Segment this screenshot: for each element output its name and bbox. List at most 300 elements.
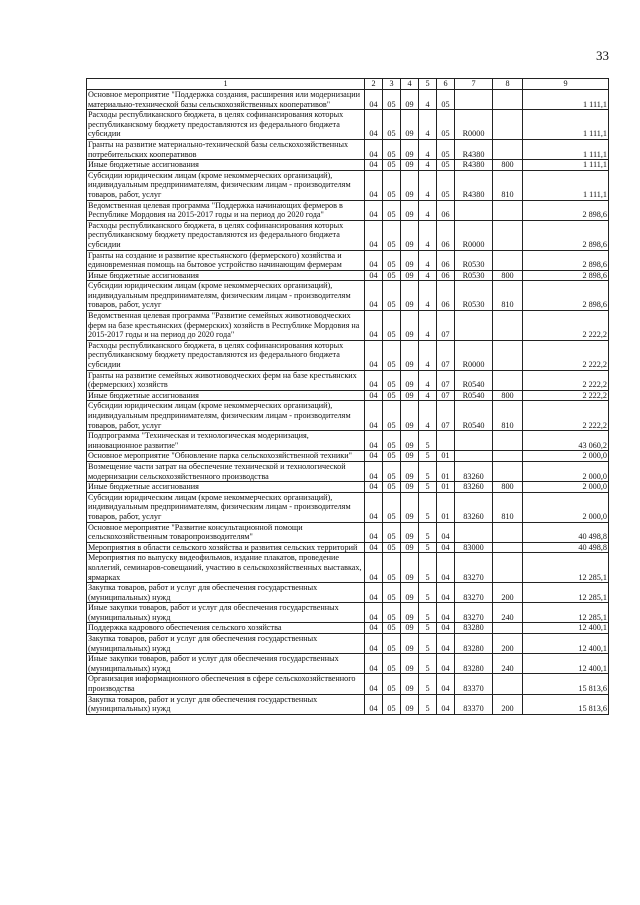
section-code-cell: 04 — [365, 139, 383, 159]
section-code-cell: 04 — [365, 170, 383, 200]
section-code-cell: 04 — [365, 674, 383, 694]
subsection-code-cell: 05 — [383, 139, 401, 159]
subprogram-code-cell: 5 — [419, 451, 437, 462]
amount-cell: 1 111,1 — [523, 90, 609, 110]
row-name-cell: Мероприятия по выпуску видеофильмов, издание плакатов, проведение коллегий, семинаров-совещаний, участию в сельскохозяйственных выставках, ярмарках — [87, 553, 365, 583]
amount-cell: 2 222,2 — [523, 311, 609, 341]
subprogram-code-cell: 4 — [419, 90, 437, 110]
expense-type-code-cell: 800 — [493, 482, 523, 493]
expense-type-code-cell: 810 — [493, 170, 523, 200]
subprogram-code-cell: 5 — [419, 542, 437, 553]
expense-type-code-cell: 800 — [493, 270, 523, 281]
row-name-cell: Иные бюджетные ассигнования — [87, 482, 365, 493]
subsection-code-cell: 05 — [383, 451, 401, 462]
subsection-code-cell: 05 — [383, 281, 401, 311]
row-name-cell: Ведомственная целевая программа "Поддержка начинающих фермеров в Республике Мордовия на 2015-2017 годы и на период до 2020 года" — [87, 200, 365, 220]
amount-cell: 2 000,0 — [523, 461, 609, 481]
amount-cell: 12 400,1 — [523, 654, 609, 674]
row-name-cell: Иные бюджетные ассигнования — [87, 390, 365, 401]
amount-cell: 12 400,1 — [523, 634, 609, 654]
measure-code-cell: 04 — [437, 623, 455, 634]
row-name-cell: Субсидии юридическим лицам (кроме некоммерческих организаций), индивидуальным предпринимателям, физическим лицам - производителям товаров, работ, услуг — [87, 170, 365, 200]
measure-code-cell: 06 — [437, 270, 455, 281]
program-code-cell: 09 — [401, 270, 419, 281]
amount-cell: 2 222,2 — [523, 340, 609, 370]
subprogram-code-cell: 5 — [419, 634, 437, 654]
subsection-code-cell: 05 — [383, 492, 401, 522]
program-code-cell: 09 — [401, 674, 419, 694]
amount-cell: 1 111,1 — [523, 170, 609, 200]
amount-cell: 2 898,6 — [523, 200, 609, 220]
expense-type-code-cell — [493, 522, 523, 542]
section-code-cell: 04 — [365, 340, 383, 370]
table-row — [87, 281, 609, 311]
program-code-cell: 09 — [401, 281, 419, 311]
measure-code-cell: 05 — [437, 160, 455, 171]
program-code-cell: 09 — [401, 90, 419, 110]
column-header: 8 — [493, 79, 523, 90]
target-article-code-cell: R0530 — [455, 281, 493, 311]
measure-code-cell: 06 — [437, 250, 455, 270]
target-article-code-cell: R0530 — [455, 250, 493, 270]
amount-cell: 40 498,8 — [523, 522, 609, 542]
program-code-cell: 09 — [401, 634, 419, 654]
section-code-cell: 04 — [365, 492, 383, 522]
subsection-code-cell: 05 — [383, 634, 401, 654]
expense-type-code-cell — [493, 553, 523, 583]
table-row — [87, 492, 609, 522]
measure-code-cell: 06 — [437, 281, 455, 311]
amount-cell: 1 111,1 — [523, 139, 609, 159]
subprogram-code-cell: 4 — [419, 110, 437, 140]
row-name-cell: Расходы республиканского бюджета, в целях софинансирования которых республиканскому бюджету предоставляются из федерального бюджета субсидии — [87, 110, 365, 140]
subsection-code-cell: 05 — [383, 623, 401, 634]
expense-type-code-cell: 810 — [493, 401, 523, 431]
table-row — [87, 170, 609, 200]
subprogram-code-cell: 5 — [419, 492, 437, 522]
subsection-code-cell: 05 — [383, 220, 401, 250]
section-code-cell: 04 — [365, 250, 383, 270]
section-code-cell: 04 — [365, 623, 383, 634]
subprogram-code-cell: 5 — [419, 522, 437, 542]
row-name-cell: Возмещение части затрат на обеспечение технической и технологической модернизации сельскохозяйственного производства — [87, 461, 365, 481]
section-code-cell: 04 — [365, 451, 383, 462]
target-article-code-cell: 83280 — [455, 654, 493, 674]
amount-cell: 12 285,1 — [523, 583, 609, 603]
column-header: 4 — [401, 79, 419, 90]
amount-cell: 2 898,6 — [523, 281, 609, 311]
subsection-code-cell: 05 — [383, 390, 401, 401]
section-code-cell: 04 — [365, 431, 383, 451]
subsection-code-cell: 05 — [383, 401, 401, 431]
subsection-code-cell: 05 — [383, 553, 401, 583]
expense-type-code-cell — [493, 370, 523, 390]
table-header-row — [87, 79, 609, 90]
subprogram-code-cell: 4 — [419, 200, 437, 220]
budget-table — [86, 78, 609, 715]
measure-code-cell: 04 — [437, 654, 455, 674]
section-code-cell: 04 — [365, 270, 383, 281]
program-code-cell: 09 — [401, 200, 419, 220]
subsection-code-cell: 05 — [383, 170, 401, 200]
measure-code-cell: 04 — [437, 603, 455, 623]
measure-code-cell: 01 — [437, 492, 455, 522]
expense-type-code-cell — [493, 623, 523, 634]
measure-code-cell: 04 — [437, 634, 455, 654]
row-name-cell: Субсидии юридическим лицам (кроме некоммерческих организаций), индивидуальным предпринимателям, физическим лицам - производителям товаров, работ, услуг — [87, 281, 365, 311]
measure-code-cell: 01 — [437, 482, 455, 493]
column-header: 6 — [437, 79, 455, 90]
row-name-cell: Иные закупки товаров, работ и услуг для обеспечения государственных (муниципальных) нужд — [87, 654, 365, 674]
expense-type-code-cell — [493, 110, 523, 140]
expense-type-code-cell: 810 — [493, 281, 523, 311]
section-code-cell: 04 — [365, 603, 383, 623]
expense-type-code-cell: 800 — [493, 160, 523, 171]
expense-type-code-cell — [493, 340, 523, 370]
table-row — [87, 160, 609, 171]
amount-cell: 15 813,6 — [523, 674, 609, 694]
row-name-cell: Закупка товаров, работ и услуг для обеспечения государственных (муниципальных) нужд — [87, 583, 365, 603]
table-row — [87, 311, 609, 341]
table-row — [87, 431, 609, 451]
expense-type-code-cell — [493, 451, 523, 462]
section-code-cell: 04 — [365, 90, 383, 110]
program-code-cell: 09 — [401, 311, 419, 341]
section-code-cell: 04 — [365, 390, 383, 401]
subprogram-code-cell: 4 — [419, 270, 437, 281]
expense-type-code-cell — [493, 311, 523, 341]
section-code-cell: 04 — [365, 542, 383, 553]
program-code-cell: 09 — [401, 451, 419, 462]
table-row — [87, 370, 609, 390]
page-number: 33 — [596, 48, 609, 63]
expense-type-code-cell — [493, 461, 523, 481]
amount-cell: 40 498,8 — [523, 542, 609, 553]
row-name-cell: Ведомственная целевая программа "Развитие семейных животноводческих ферм на базе крестьянских (фермерских) хозяйств в Республике Мордовия на 2015-2017 годы и на период до 2020 года" — [87, 311, 365, 341]
row-name-cell: Иные закупки товаров, работ и услуг для обеспечения государственных (муниципальных) нужд — [87, 603, 365, 623]
expense-type-code-cell — [493, 674, 523, 694]
subsection-code-cell: 05 — [383, 370, 401, 390]
target-article-code-cell — [455, 431, 493, 451]
amount-cell: 2 222,2 — [523, 390, 609, 401]
subsection-code-cell: 05 — [383, 250, 401, 270]
target-article-code-cell — [455, 451, 493, 462]
target-article-code-cell: 83260 — [455, 482, 493, 493]
row-name-cell: Расходы республиканского бюджета, в целях софинансирования которых республиканскому бюджету предоставляются из федерального бюджета субсидии — [87, 340, 365, 370]
measure-code-cell: 01 — [437, 461, 455, 481]
section-code-cell: 04 — [365, 401, 383, 431]
program-code-cell: 09 — [401, 139, 419, 159]
row-name-cell: Организация информационного обеспечения в сфере сельскохозяйственного производства — [87, 674, 365, 694]
table-row — [87, 623, 609, 634]
subprogram-code-cell: 4 — [419, 139, 437, 159]
program-code-cell: 09 — [401, 110, 419, 140]
table-row — [87, 542, 609, 553]
expense-type-code-cell — [493, 220, 523, 250]
target-article-code-cell: 83260 — [455, 492, 493, 522]
subprogram-code-cell: 5 — [419, 431, 437, 451]
subprogram-code-cell: 5 — [419, 583, 437, 603]
target-article-code-cell: 83280 — [455, 623, 493, 634]
row-name-cell: Закупка товаров, работ и услуг для обеспечения государственных (муниципальных) нужд — [87, 634, 365, 654]
expense-type-code-cell: 200 — [493, 583, 523, 603]
subprogram-code-cell: 4 — [419, 250, 437, 270]
measure-code-cell: 04 — [437, 583, 455, 603]
target-article-code-cell: R0540 — [455, 390, 493, 401]
target-article-code-cell — [455, 522, 493, 542]
column-header: 1 — [87, 79, 365, 90]
expense-type-code-cell: 800 — [493, 390, 523, 401]
subsection-code-cell: 05 — [383, 461, 401, 481]
measure-code-cell: 07 — [437, 390, 455, 401]
subsection-code-cell: 05 — [383, 90, 401, 110]
target-article-code-cell — [455, 200, 493, 220]
amount-cell: 2 222,2 — [523, 401, 609, 431]
amount-cell: 12 400,1 — [523, 623, 609, 634]
subprogram-code-cell: 4 — [419, 311, 437, 341]
table-body — [87, 90, 609, 715]
subprogram-code-cell: 5 — [419, 603, 437, 623]
subsection-code-cell: 05 — [383, 654, 401, 674]
amount-cell: 15 813,6 — [523, 694, 609, 714]
program-code-cell: 09 — [401, 522, 419, 542]
measure-code-cell: 04 — [437, 553, 455, 583]
column-header: 2 — [365, 79, 383, 90]
expense-type-code-cell: 240 — [493, 654, 523, 674]
row-name-cell: Основное мероприятие "Поддержка создания, расширения или модернизации материально-технической базы сельскохозяйственных кооперативов" — [87, 90, 365, 110]
section-code-cell: 04 — [365, 160, 383, 171]
expense-type-code-cell — [493, 250, 523, 270]
target-article-code-cell: 83260 — [455, 461, 493, 481]
program-code-cell: 09 — [401, 603, 419, 623]
section-code-cell: 04 — [365, 281, 383, 311]
table-row — [87, 340, 609, 370]
measure-code-cell — [437, 431, 455, 451]
section-code-cell: 04 — [365, 220, 383, 250]
section-code-cell: 04 — [365, 694, 383, 714]
section-code-cell: 04 — [365, 482, 383, 493]
program-code-cell: 09 — [401, 370, 419, 390]
subprogram-code-cell: 5 — [419, 461, 437, 481]
target-article-code-cell: R4380 — [455, 139, 493, 159]
subsection-code-cell: 05 — [383, 200, 401, 220]
target-article-code-cell: 83270 — [455, 603, 493, 623]
amount-cell: 2 000,0 — [523, 492, 609, 522]
row-name-cell: Гранты на создание и развитие крестьянского (фермерского) хозяйства и единовременная помощь на бытовое устройство начинающим фермерам — [87, 250, 365, 270]
program-code-cell: 09 — [401, 492, 419, 522]
amount-cell: 1 111,1 — [523, 110, 609, 140]
subprogram-code-cell: 5 — [419, 694, 437, 714]
row-name-cell: Закупка товаров, работ и услуг для обеспечения государственных (муниципальных) нужд — [87, 694, 365, 714]
row-name-cell: Иные бюджетные ассигнования — [87, 270, 365, 281]
row-name-cell: Гранты на развитие материально-технической базы сельскохозяйственных потребительских кооперативов — [87, 139, 365, 159]
subprogram-code-cell: 4 — [419, 401, 437, 431]
expense-type-code-cell — [493, 139, 523, 159]
measure-code-cell: 04 — [437, 542, 455, 553]
row-name-cell: Иные бюджетные ассигнования — [87, 160, 365, 171]
row-name-cell: Основное мероприятие "Обновление парка сельскохозяйственной техники" — [87, 451, 365, 462]
amount-cell: 43 060,2 — [523, 431, 609, 451]
target-article-code-cell: R0000 — [455, 110, 493, 140]
target-article-code-cell: R0000 — [455, 220, 493, 250]
subprogram-code-cell: 4 — [419, 370, 437, 390]
measure-code-cell: 06 — [437, 220, 455, 250]
row-name-cell: Мероприятия в области сельского хозяйства и развития сельских территорий — [87, 542, 365, 553]
expense-type-code-cell: 240 — [493, 603, 523, 623]
table-row — [87, 110, 609, 140]
subsection-code-cell: 05 — [383, 522, 401, 542]
table-row — [87, 250, 609, 270]
section-code-cell: 04 — [365, 583, 383, 603]
section-code-cell: 04 — [365, 654, 383, 674]
table-row — [87, 482, 609, 493]
section-code-cell: 04 — [365, 370, 383, 390]
subsection-code-cell: 05 — [383, 160, 401, 171]
table-row — [87, 390, 609, 401]
row-name-cell: Подпрограмма "Техническая и технологическая модернизация, инновационное развитие" — [87, 431, 365, 451]
table-row — [87, 90, 609, 110]
amount-cell: 2 222,2 — [523, 370, 609, 390]
section-code-cell: 04 — [365, 200, 383, 220]
measure-code-cell: 06 — [437, 200, 455, 220]
amount-cell: 2 898,6 — [523, 270, 609, 281]
expense-type-code-cell — [493, 542, 523, 553]
subprogram-code-cell: 4 — [419, 390, 437, 401]
measure-code-cell: 04 — [437, 674, 455, 694]
subprogram-code-cell: 5 — [419, 654, 437, 674]
subsection-code-cell: 05 — [383, 431, 401, 451]
measure-code-cell: 05 — [437, 110, 455, 140]
section-code-cell: 04 — [365, 553, 383, 583]
expense-type-code-cell — [493, 200, 523, 220]
measure-code-cell: 05 — [437, 170, 455, 200]
table-row — [87, 451, 609, 462]
target-article-code-cell: 83270 — [455, 553, 493, 583]
table-row — [87, 694, 609, 714]
subprogram-code-cell: 5 — [419, 553, 437, 583]
measure-code-cell: 01 — [437, 451, 455, 462]
target-article-code-cell: 83270 — [455, 583, 493, 603]
subprogram-code-cell: 4 — [419, 220, 437, 250]
program-code-cell: 09 — [401, 220, 419, 250]
program-code-cell: 09 — [401, 431, 419, 451]
target-article-code-cell: 83370 — [455, 674, 493, 694]
row-name-cell: Поддержка кадрового обеспечения сельского хозяйства — [87, 623, 365, 634]
target-article-code-cell: R4380 — [455, 160, 493, 171]
subprogram-code-cell: 5 — [419, 674, 437, 694]
program-code-cell: 09 — [401, 583, 419, 603]
subsection-code-cell: 05 — [383, 603, 401, 623]
table-row — [87, 583, 609, 603]
row-name-cell: Основное мероприятие "Развитие консультационной помощи сельскохозяйственным товаропроизводителям" — [87, 522, 365, 542]
table-row — [87, 674, 609, 694]
subsection-code-cell: 05 — [383, 110, 401, 140]
target-article-code-cell: R0540 — [455, 370, 493, 390]
subsection-code-cell: 05 — [383, 583, 401, 603]
program-code-cell: 09 — [401, 390, 419, 401]
table-row — [87, 654, 609, 674]
amount-cell: 2 000,0 — [523, 451, 609, 462]
program-code-cell: 09 — [401, 170, 419, 200]
target-article-code-cell: R4380 — [455, 170, 493, 200]
subprogram-code-cell: 5 — [419, 482, 437, 493]
target-article-code-cell — [455, 311, 493, 341]
target-article-code-cell — [455, 90, 493, 110]
measure-code-cell: 05 — [437, 90, 455, 110]
amount-cell: 2 000,0 — [523, 482, 609, 493]
measure-code-cell: 07 — [437, 340, 455, 370]
table-row — [87, 401, 609, 431]
target-article-code-cell: R0540 — [455, 401, 493, 431]
measure-code-cell: 04 — [437, 694, 455, 714]
section-code-cell: 04 — [365, 461, 383, 481]
subprogram-code-cell: 4 — [419, 281, 437, 311]
row-name-cell: Расходы республиканского бюджета, в целях софинансирования которых республиканскому бюджету предоставляются из федерального бюджета субсидии — [87, 220, 365, 250]
column-header: 5 — [419, 79, 437, 90]
subprogram-code-cell: 4 — [419, 340, 437, 370]
section-code-cell: 04 — [365, 522, 383, 542]
subsection-code-cell: 05 — [383, 311, 401, 341]
expense-type-code-cell — [493, 431, 523, 451]
target-article-code-cell: R0530 — [455, 270, 493, 281]
amount-cell: 12 285,1 — [523, 603, 609, 623]
row-name-cell: Субсидии юридическим лицам (кроме некоммерческих организаций), индивидуальным предпринимателям, физическим лицам - производителям товаров, работ, услуг — [87, 401, 365, 431]
amount-cell: 2 898,6 — [523, 250, 609, 270]
measure-code-cell: 07 — [437, 370, 455, 390]
subsection-code-cell: 05 — [383, 270, 401, 281]
program-code-cell: 09 — [401, 160, 419, 171]
measure-code-cell: 07 — [437, 311, 455, 341]
program-code-cell: 09 — [401, 694, 419, 714]
program-code-cell: 09 — [401, 401, 419, 431]
subsection-code-cell: 05 — [383, 542, 401, 553]
subprogram-code-cell: 5 — [419, 623, 437, 634]
expense-type-code-cell — [493, 90, 523, 110]
table-row — [87, 603, 609, 623]
program-code-cell: 09 — [401, 542, 419, 553]
subsection-code-cell: 05 — [383, 674, 401, 694]
table-row — [87, 461, 609, 481]
program-code-cell: 09 — [401, 250, 419, 270]
table-row — [87, 200, 609, 220]
subprogram-code-cell: 4 — [419, 170, 437, 200]
expense-type-code-cell: 200 — [493, 694, 523, 714]
expense-type-code-cell: 200 — [493, 634, 523, 654]
program-code-cell: 09 — [401, 461, 419, 481]
measure-code-cell: 05 — [437, 139, 455, 159]
column-header: 9 — [523, 79, 609, 90]
table-row — [87, 220, 609, 250]
program-code-cell: 09 — [401, 340, 419, 370]
table-row — [87, 139, 609, 159]
table-row — [87, 553, 609, 583]
target-article-code-cell: 83280 — [455, 634, 493, 654]
subsection-code-cell: 05 — [383, 482, 401, 493]
subprogram-code-cell: 4 — [419, 160, 437, 171]
subsection-code-cell: 05 — [383, 340, 401, 370]
section-code-cell: 04 — [365, 634, 383, 654]
target-article-code-cell: 83000 — [455, 542, 493, 553]
section-code-cell: 04 — [365, 311, 383, 341]
program-code-cell: 09 — [401, 623, 419, 634]
amount-cell: 1 111,1 — [523, 160, 609, 171]
measure-code-cell: 07 — [437, 401, 455, 431]
program-code-cell: 09 — [401, 553, 419, 583]
row-name-cell: Гранты на развитие семейных животноводческих ферм на базе крестьянских (фермерских) хозяйств — [87, 370, 365, 390]
program-code-cell: 09 — [401, 482, 419, 493]
table-row — [87, 522, 609, 542]
measure-code-cell: 04 — [437, 522, 455, 542]
